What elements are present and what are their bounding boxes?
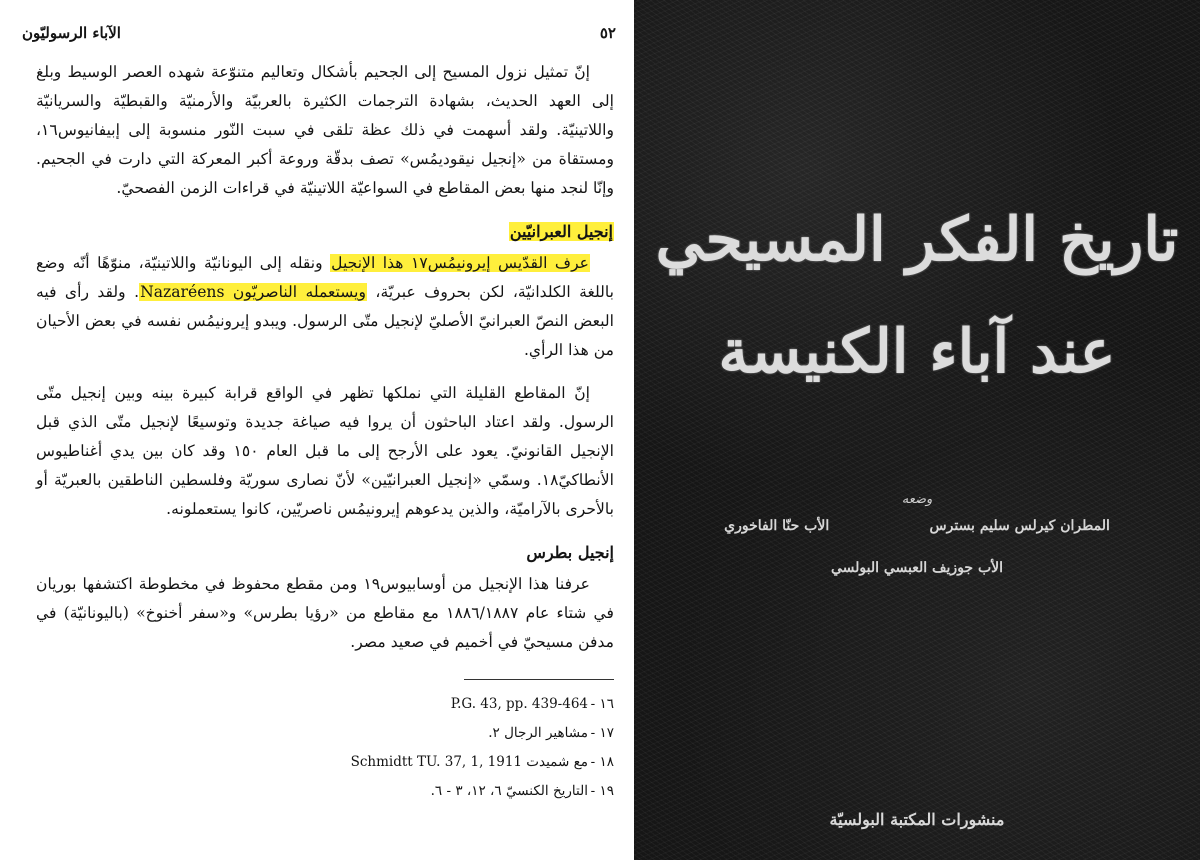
footnote-18	[36, 748, 614, 777]
footnote-16	[36, 690, 614, 719]
highlight-nazarenes-use	[139, 283, 367, 301]
page-number: ٥٢	[599, 24, 616, 42]
paragraph-gospel-of-peter: عرفنا هذا الإنجيل من أوسابيوس١٩ ومن مقطع محفوظ في مخطوطة اكتشفها بوريان في شتاء عام ١٨٨٦/١٨٨٧ مع مقاطع من «رؤيا بطرس» و«سفر أخنوخ» (باليونانيّة) في مدفن مسيحيّ في أخميم في صعيد مصر.	[36, 575, 615, 651]
footnote-number: ١٨ -	[590, 754, 614, 770]
footnote-text: التاريخ الكنسيّ ٦، ١٢، ٣ - ٦.	[430, 783, 588, 799]
cover-by-label: وضعه	[901, 492, 933, 507]
running-title: الآباء الرسوليّون	[22, 24, 121, 42]
cover-title-line-1: تاريخ الفكر المسيحي	[655, 205, 1179, 275]
footnote-divider	[464, 679, 614, 680]
highlight-jerome-knew-gospel: عرف القدّيس إيرونيمُس١٧ هذا الإنجيل	[331, 254, 589, 272]
paragraph-descent-into-hell: إنّ تمثيل نزول المسيح إلى الجحيم بأشكال وتعاليم متنوّعة شهده العصر الوسيط وبلغ إلى العهد الحديث، بشهادة الترجمات الكثيرة بالعربيّة والأرمنيّة والقبطيّة والسريانيّة واللاتينيّة. ولقد أسهمت في ذلك عظة تلقى في سبت النّور منسوبة إلى إبيفانيوس١٦، ومستقاة من «إنجيل نيقوديمُس» تصف بدقّة وروعة أكبر المعركة التي دارت في الجحيم. وإنّا لنجد منها بعض المقاطع في السواعيّة اللاتينيّة في قراءات الزمن الفصحيّ.	[36, 63, 614, 197]
footnote-17	[36, 719, 614, 748]
footnote-text: مع شميدت Schmidtt TU. 37, 1, 1911	[350, 754, 588, 770]
footnote-text: P.G. 43, pp. 439-464	[450, 696, 588, 712]
cover-author-3: الأب جوزيف العبسي البولسي	[830, 560, 1004, 576]
footnote-number: ١٧ -	[590, 725, 614, 741]
cover-authors	[674, 518, 1160, 534]
cover-publisher: منشورات المكتبة البولسيّة	[829, 810, 1005, 829]
running-head	[22, 24, 616, 50]
cover-author-1: المطران كيرلس سليم بسترس	[929, 518, 1110, 534]
latin-term-nazareens: Nazaréens	[140, 283, 225, 301]
cover-author-2: الأب حنّا الفاخوري	[724, 518, 830, 534]
paragraph-text: . ولقد رأى فيه البعض النصّ العبرانيّ الأصليّ لإنجيل متّى الرسول. ويبدو إيرونيمُس نفسه في بعض الأحيان من هذا الرأي.	[36, 283, 614, 359]
paragraph-text: ونقله إلى اليونانيّة واللاتينيّة، منوّهًا أنّه وضع باللغة الكلدانيّة، لكن بحروف عبريّة،	[36, 254, 614, 301]
paragraph-fragments: إنّ المقاطع القليلة التي نملكها تظهر في الواقع قرابة كبيرة بينه وبين إنجيل متّى الرسول. ولقد اعتاد الباحثون أن يروا فيه صياغة جديدة وتوسيعًا لإنجيل متّى الذي قبل الإنجيل القانونيّ. يعود على الأرجح إلى ما قبل العام ١٥٠ وقد كان بين يدي أغناطيوس الأنطاكيّ١٨. وسمّي «إنجيل العبرانيّين» لأنّ نصارى سوريّة وفلسطين الناطقين بالعبريّة أو بالأحرى بالآراميّة، والذين يدعوهم إيرونيمُس ناصريّين، كانوا يستعملونه.	[36, 384, 614, 518]
highlight-text: ويستعمله الناصريّون	[232, 283, 367, 301]
paragraph-gospel-of-hebrews	[36, 249, 614, 365]
footnotes	[36, 690, 614, 806]
heading-gospel-of-peter: إنجيل بطرس	[526, 543, 614, 562]
heading-gospel-of-hebrews: إنجيل العبرانيّين	[509, 222, 613, 241]
footnote-number: ١٦ -	[590, 696, 614, 712]
page-body	[36, 58, 614, 806]
footnote-19	[36, 777, 614, 806]
footnote-number: ١٩ -	[590, 783, 614, 799]
footnote-text: مشاهير الرجال ٢.	[488, 725, 588, 741]
book-cover	[634, 0, 1200, 860]
cover-title-line-2: عند آباء الكنيسة	[718, 317, 1116, 387]
